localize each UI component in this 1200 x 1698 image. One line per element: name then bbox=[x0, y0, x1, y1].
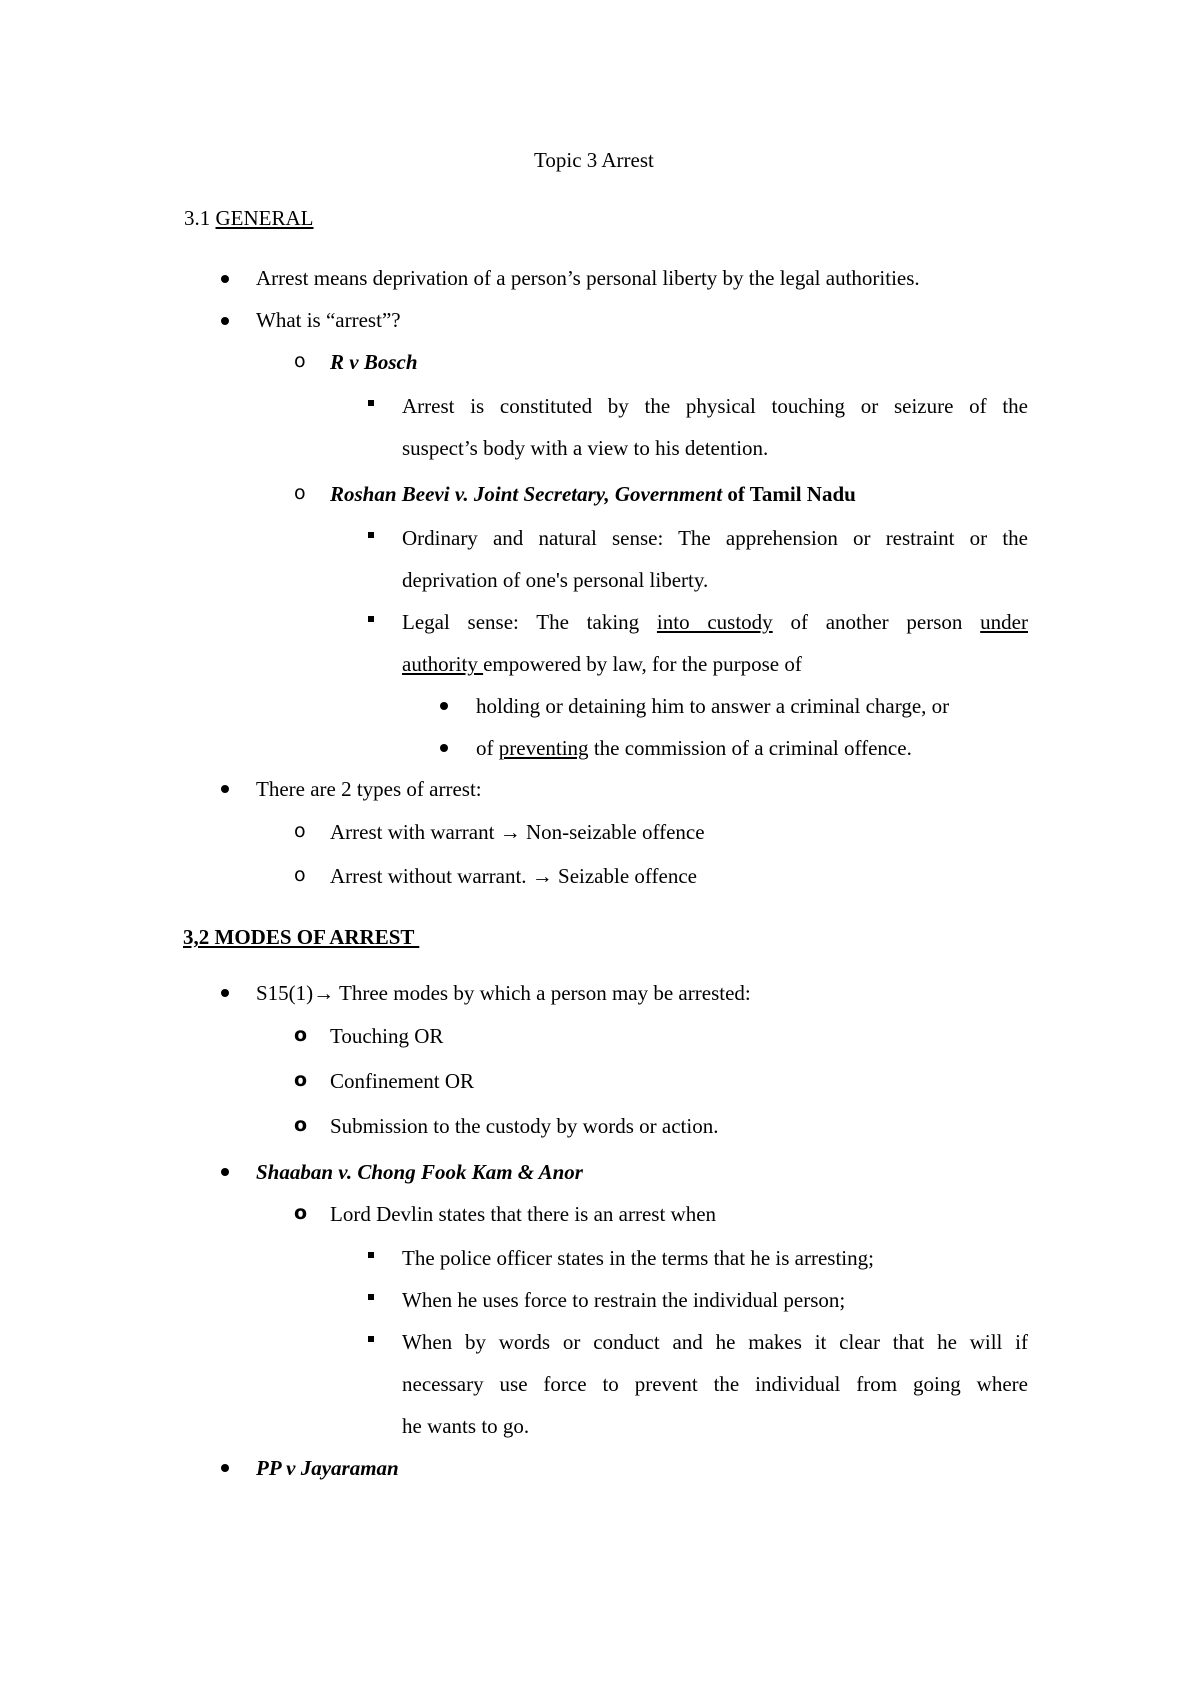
bullet-icon bbox=[221, 317, 229, 325]
underlined-run: under bbox=[980, 610, 1028, 634]
sub-bullet-text bbox=[330, 863, 697, 889]
paragraph-line: Ordinary and natural sense: The apprehension or restraint or the bbox=[402, 526, 1028, 550]
paragraph-line: deprivation of one's personal liberty. bbox=[402, 568, 709, 592]
sub-bullet-text bbox=[330, 819, 705, 845]
arrow-icon: → bbox=[313, 981, 335, 1005]
section-title: GENERAL bbox=[215, 206, 314, 230]
text-run: Seizable offence bbox=[552, 864, 697, 888]
bullet-text: There are 2 types of arrest: bbox=[256, 777, 482, 801]
bullet-icon bbox=[440, 702, 448, 710]
paragraph-line: necessary use force to prevent the individual from going where bbox=[402, 1372, 1028, 1396]
text-run: Legal sense: The taking bbox=[402, 610, 657, 634]
text-run: Arrest without warrant. bbox=[330, 864, 532, 888]
bullet-icon bbox=[221, 275, 229, 283]
paragraph-line: When by words or conduct and he makes it clear that he will if bbox=[402, 1330, 1028, 1354]
page-title: Topic 3 Arrest bbox=[534, 148, 654, 172]
case-name: PP v Jayaraman bbox=[256, 1456, 399, 1480]
paragraph-line bbox=[402, 609, 1028, 635]
paragraph-line bbox=[402, 651, 802, 677]
arrow-icon: → bbox=[531, 864, 553, 888]
paragraph-line: he wants to go. bbox=[402, 1414, 530, 1438]
circle-bullet-icon: o bbox=[294, 482, 306, 504]
section-number: 3.1 bbox=[184, 206, 216, 230]
text-run: Arrest with warrant bbox=[330, 820, 500, 844]
sub-bullet-text: Lord Devlin states that there is an arrest when bbox=[330, 1202, 717, 1226]
square-bullet-icon bbox=[368, 616, 374, 622]
text-run: of bbox=[476, 736, 499, 760]
sub-bullet-text bbox=[476, 735, 912, 761]
bullet-text bbox=[256, 980, 751, 1006]
bullet-icon bbox=[221, 989, 229, 997]
text-run: empowered by law, for the purpose of bbox=[483, 652, 802, 676]
bullet-icon bbox=[221, 785, 229, 793]
sub-bullet-text: Submission to the custody by words or action. bbox=[330, 1114, 719, 1138]
square-bullet-icon bbox=[368, 1294, 374, 1300]
underlined-run: into custody bbox=[656, 610, 773, 634]
square-bullet-icon bbox=[368, 532, 374, 538]
circle-bullet-icon: o bbox=[294, 1069, 308, 1091]
case-name-tail: of Tamil Nadu bbox=[722, 482, 856, 506]
circle-bullet-icon: o bbox=[294, 864, 306, 886]
bullet-icon bbox=[221, 1168, 229, 1176]
text-run: of another person bbox=[772, 610, 981, 634]
bullet-text: What is “arrest”? bbox=[256, 308, 401, 332]
square-bullet-icon bbox=[368, 1252, 374, 1258]
paragraph-line: Arrest is constituted by the physical touching or seizure of the bbox=[402, 394, 1028, 418]
bullet-text: Arrest means deprivation of a person’s personal liberty by the legal authorities. bbox=[256, 266, 920, 290]
circle-bullet-icon: o bbox=[294, 350, 306, 372]
circle-bullet-icon: o bbox=[294, 820, 306, 842]
circle-bullet-icon: o bbox=[294, 1024, 308, 1046]
case-name: Shaaban v. Chong Fook Kam & Anor bbox=[256, 1160, 583, 1184]
square-bullet-icon bbox=[368, 400, 374, 406]
underlined-run: authority bbox=[402, 652, 484, 676]
case-name bbox=[330, 481, 856, 507]
arrow-icon: → bbox=[499, 820, 521, 844]
text-run: the commission of a criminal offence. bbox=[588, 736, 912, 760]
bullet-icon bbox=[221, 1464, 229, 1472]
text-run: Non-seizable offence bbox=[520, 820, 705, 844]
case-name: R v Bosch bbox=[330, 350, 418, 374]
square-bullet-icon bbox=[368, 1336, 374, 1342]
circle-bullet-icon: o bbox=[294, 1202, 308, 1224]
bullet-icon bbox=[440, 744, 448, 752]
text-run: S15(1) bbox=[256, 981, 314, 1005]
sub-bullet-text: Touching OR bbox=[330, 1024, 444, 1048]
text-run: Three modes by which a person may be arrested: bbox=[334, 981, 751, 1005]
sub-bullet-text: holding or detaining him to answer a criminal charge, or bbox=[476, 694, 950, 718]
section-heading-modes: 3,2 MODES OF ARREST bbox=[183, 925, 420, 949]
paragraph-line: When he uses force to restrain the individual person; bbox=[402, 1288, 846, 1312]
underlined-run: preventing bbox=[498, 736, 589, 760]
paragraph-line: suspect’s body with a view to his detention. bbox=[402, 436, 769, 460]
paragraph-line: The police officer states in the terms that he is arresting; bbox=[402, 1246, 874, 1270]
circle-bullet-icon: o bbox=[294, 1114, 308, 1136]
case-name-italic: Roshan Beevi v. Joint Secretary, Government bbox=[330, 482, 723, 506]
section-heading-general bbox=[184, 205, 314, 231]
sub-bullet-text: Confinement OR bbox=[330, 1069, 475, 1093]
